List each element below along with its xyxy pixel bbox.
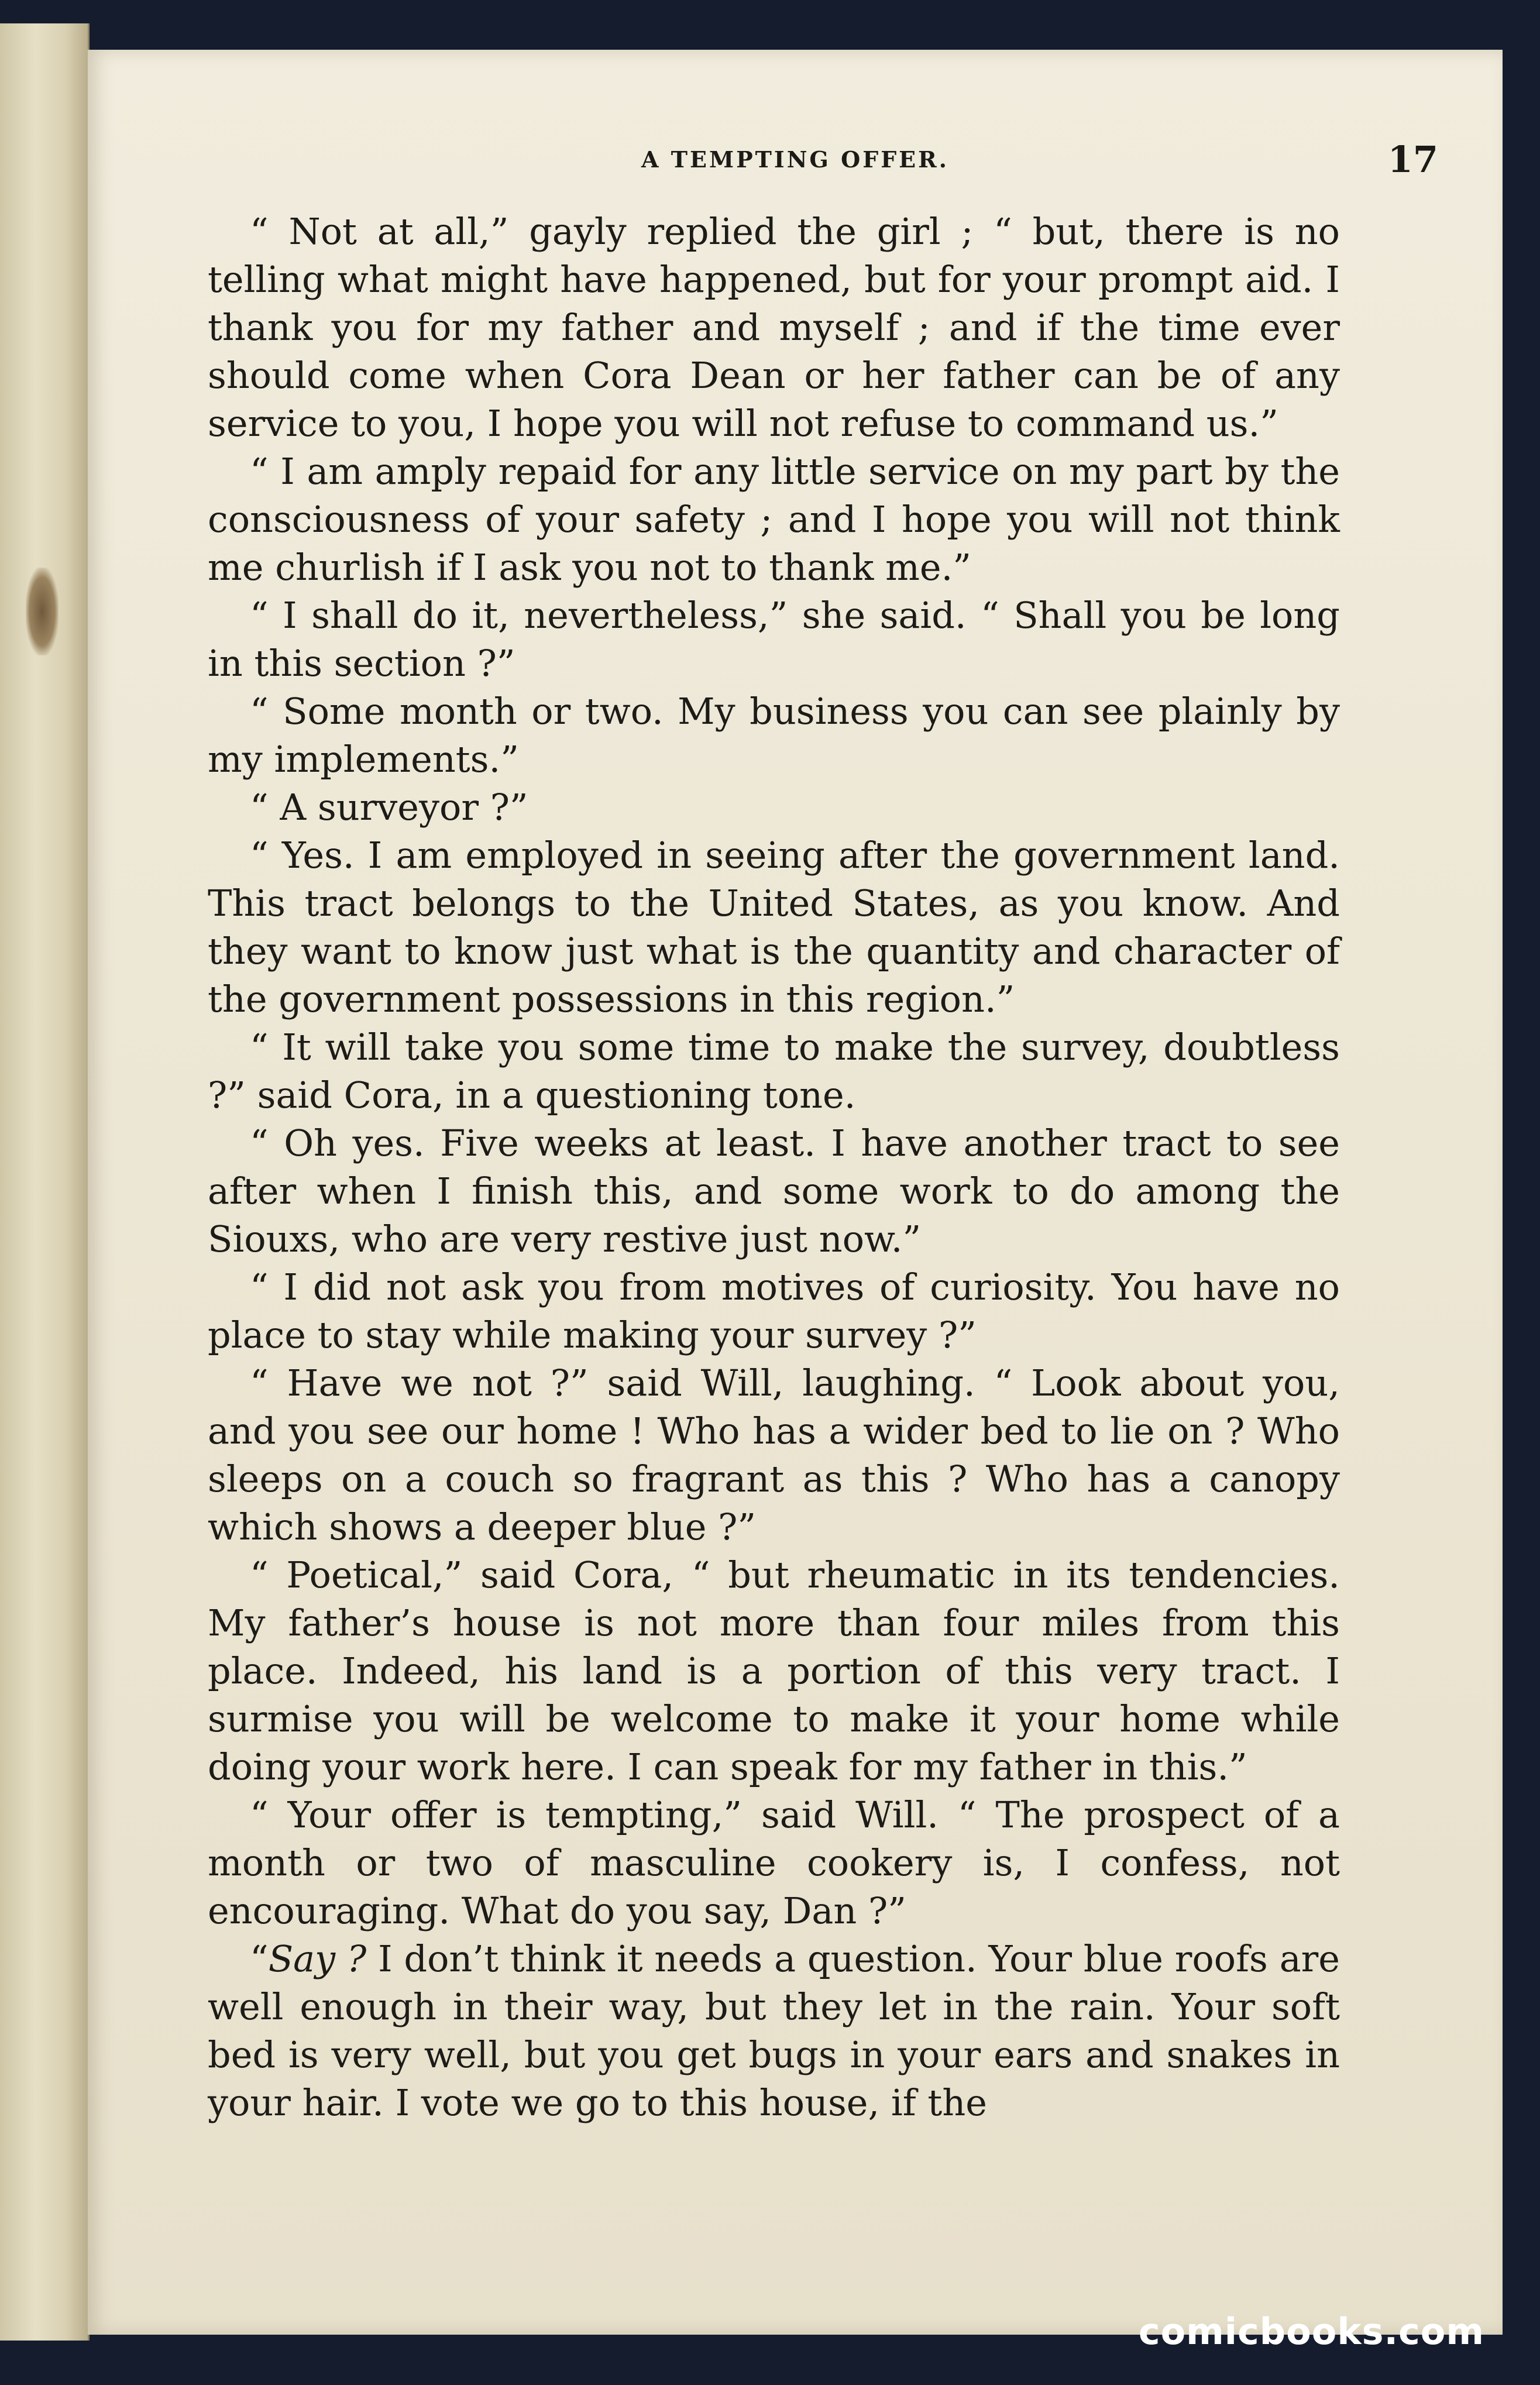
running-title: A TEMPTING OFFER. [641, 146, 949, 173]
paragraph: “ Have we not ?” said Will, laughing. “ Look about you, and you see our home ! Who has a wider bed to lie on ? Who sleeps on a couch so fragrant as this ? Who has a canopy which shows a deeper blue ?” [208, 1362, 1340, 1548]
watermark: comicbooks.com [1138, 2310, 1484, 2353]
last-paragraph [208, 1935, 1340, 2127]
book-spine-edge [0, 23, 90, 2341]
paragraph: “ Oh yes. Five weeks at least. I have another tract to see after when I finish this, and some work to do among the Siouxs, who are very restive just now.” [208, 1122, 1340, 1260]
paragraph: “ I did not ask you from motives of curiosity. You have no place to stay while making your survey ?” [208, 1266, 1340, 1356]
paragraph: “ Your offer is tempting,” said Will. “ The prospect of a month or two of masculine cookery is, I confess, not encouraging. What do you say, Dan ?” [208, 1793, 1340, 1932]
paragraph-rest: I don’t think it needs a question. Your blue roofs are well enough in their way, but they let in the rain. Your soft bed is very well, but you get bugs in your ears and snakes in your hair. I vote we go to this house, if the [208, 1937, 1340, 2124]
emphasis-say: Say ? [268, 1937, 367, 1980]
paragraph: “ I shall do it, nevertheless,” she said. “ Shall you be long in this section ?” [208, 594, 1340, 685]
paragraph: “ I am amply repaid for any little service on my part by the consciousness of your safety ; and I hope you will not think me churlish if I ask you not to thank me.” [208, 450, 1340, 589]
page-header [88, 138, 1503, 181]
paragraph: “ Poetical,” said Cora, “ but rheumatic in its tendencies. My father’s house is not more than four miles from this place. Indeed, his land is a portion of this very tract. I surmise you will be welcome to make it your home while doing your work here. I can speak for my father in this.” [208, 1554, 1340, 1788]
body-text [208, 208, 1340, 2127]
paragraph: “ It will take you some time to make the survey, doubtless ?” said Cora, in a questioning tone. [208, 1026, 1340, 1116]
paragraph: “ Not at all,” gayly replied the girl ; “ but, there is no telling what might have happened, but for your prompt aid. I thank you for my father and myself ; and if the time ever should come when Cora Dean or her father can be of any service to you, I hope you will not refuse to command us.” [208, 210, 1340, 445]
open-quote: “ [250, 1937, 269, 1980]
paragraph: “ Some month or two. My business you can see plainly by my implements.” [208, 690, 1340, 781]
paragraph: “ A surveyor ?” [250, 786, 528, 829]
paragraph: “ Yes. I am employed in seeing after the government land. This tract belongs to the United States, as you know. And they want to know just what is the quantity and character of the government possessions in this region.” [208, 834, 1340, 1020]
book-page [88, 50, 1503, 2335]
page-number: 17 [1387, 138, 1438, 181]
binding-tear [26, 568, 59, 655]
